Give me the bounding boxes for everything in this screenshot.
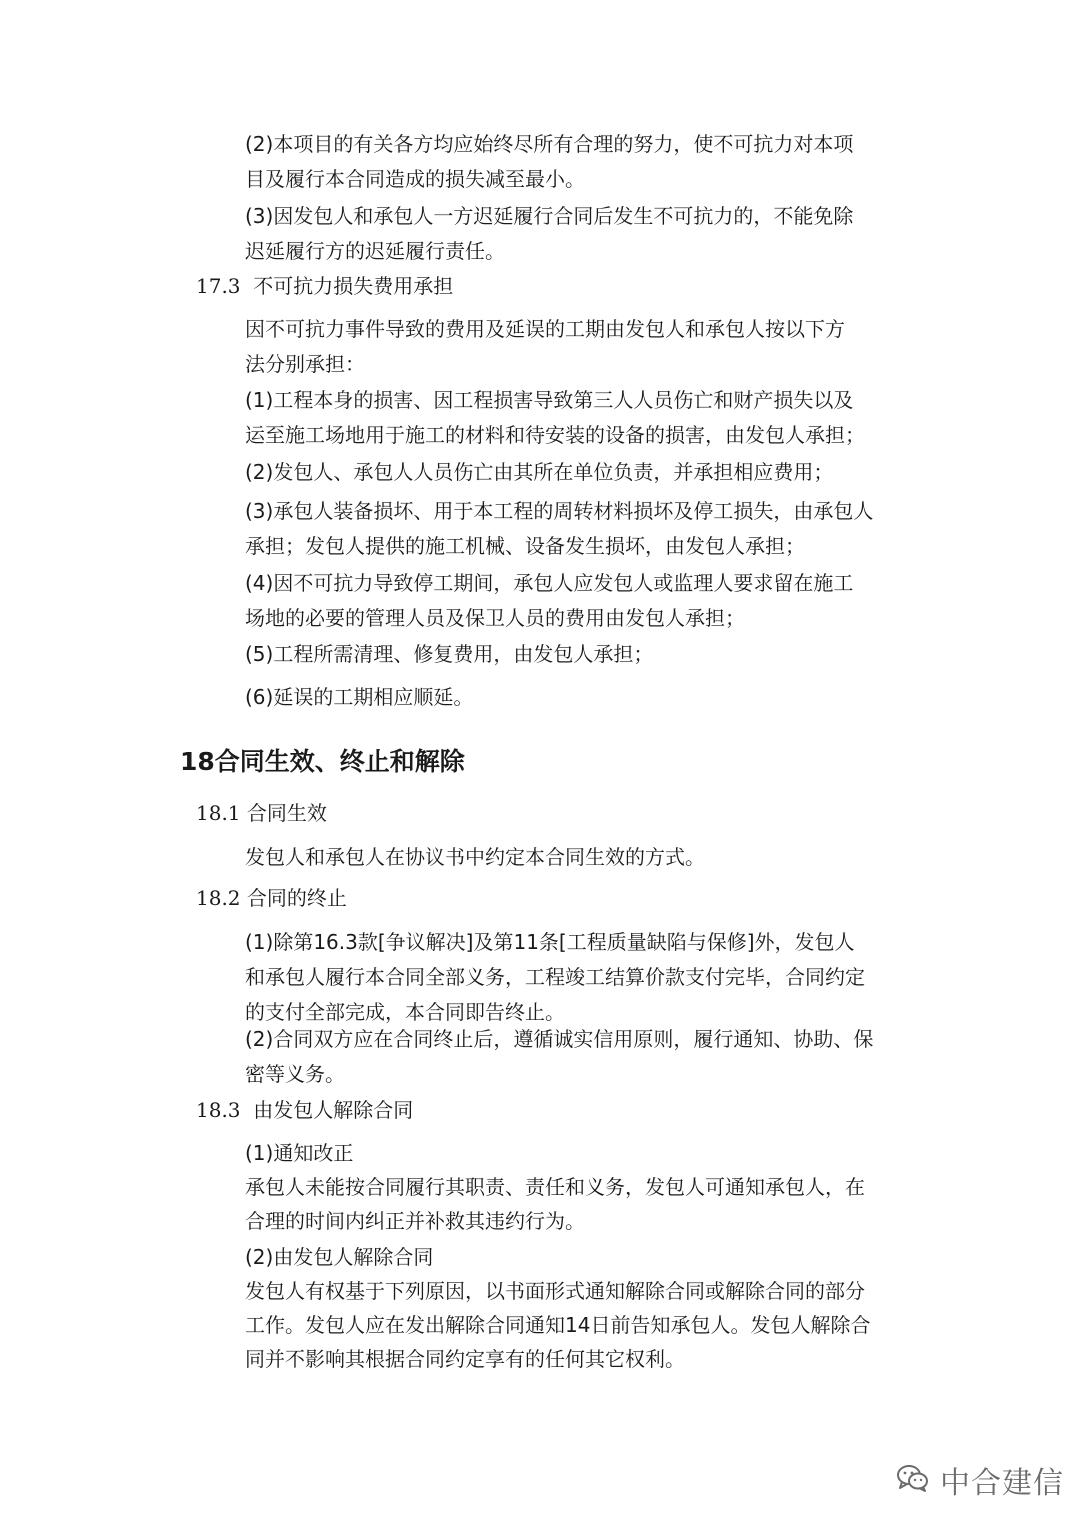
text-line: 工作。发包人应在发出解除合同通知14日前告知承包人。发包人解除合: [245, 1313, 871, 1337]
section-title: 合同的终止: [246, 886, 347, 910]
paragraph-18-3-2: [245, 1240, 925, 1376]
paragraph-17-3-1: [245, 383, 925, 453]
text-line: (1)除第16.3款[争议解决]及第11条[工程质量缺陷与保修]外，发包人: [245, 930, 855, 954]
paragraph-17-2-2: [245, 127, 925, 197]
watermark: [896, 1455, 1064, 1505]
text-line: 运至施工场地用于施工的材料和待安装的设备的损害，由发包人承担；: [245, 423, 865, 447]
paragraph-18-1: [245, 840, 925, 875]
section-title: 由发包人解除合同: [253, 1098, 414, 1122]
section-title: 不可抗力损失费用承担: [253, 274, 454, 298]
text-line: (6)延误的工期相应顺延。: [245, 685, 474, 709]
paragraph-17-3-2: [245, 455, 925, 490]
section-number: 18.1: [196, 801, 241, 825]
text-line: (4)因不可抗力导致停工期间，承包人应发包人或监理人要求留在施工: [245, 571, 854, 595]
text-line: 同并不影响其根据合同约定享有的任何其它权利。: [245, 1347, 685, 1371]
paragraph-17-3-5: [245, 637, 925, 672]
paragraph-18-2-2: [245, 1022, 925, 1092]
section-number: 17.3: [196, 274, 241, 298]
text-line: 场地的必要的管理人员及保卫人员的费用由发包人承担；: [245, 606, 745, 630]
subsection-label: (1)通知改正: [245, 1141, 354, 1165]
text-line: (2)发包人、承包人人员伤亡由其所在单位负责，并承担相应费用；: [245, 460, 834, 484]
section-number: 18.2: [196, 886, 241, 910]
section-17-3-heading: [196, 271, 453, 301]
paragraph-17-3-4: [245, 566, 925, 636]
wechat-icon: [896, 1463, 930, 1497]
text-line: 法分别承担：: [245, 352, 365, 376]
paragraph-18-2-1: [245, 925, 925, 1030]
text-line: (3)承包人装备损坏、用于本工程的周转材料损坏及停工损失，由承包人: [245, 499, 874, 523]
paragraph-17-2-3: [245, 199, 925, 269]
text-line: 承包人未能按合同履行其职责、责任和义务，发包人可通知承包人，在: [245, 1175, 865, 1199]
text-line: 的支付全部完成，本合同即告终止。: [245, 1000, 565, 1024]
text-line: (5)工程所需清理、修复费用，由发包人承担；: [245, 642, 654, 666]
text-line: (1)工程本身的损害、因工程损害导致第三人人员伤亡和财产损失以及: [245, 388, 854, 412]
paragraph-17-3-intro: [245, 312, 925, 382]
text-line: 合理的时间内纠正并补救其违约行为。: [245, 1209, 585, 1233]
text-line: 承担；发包人提供的施工机械、设备发生损坏，由发包人承担；: [245, 534, 805, 558]
watermark-text: 中合建信: [940, 1466, 1064, 1501]
section-18-2-heading: [196, 883, 347, 913]
text-line: 迟延履行方的迟延履行责任。: [245, 239, 505, 263]
text-line: 目及履行本合同造成的损失减至最小。: [245, 167, 585, 191]
section-18-3-heading: [196, 1095, 413, 1125]
text-line: (2)本项目的有关各方均应始终尽所有合理的努力，使不可抗力对本项: [245, 132, 854, 156]
text-line: 和承包人履行本合同全部义务，工程竣工结算价款支付完毕，合同约定: [245, 965, 865, 989]
text-line: 发包人有权基于下列原因，以书面形式通知解除合同或解除合同的部分: [245, 1279, 865, 1303]
section-title: 合同生效: [246, 801, 327, 825]
text-line: (3)因发包人和承包人一方迟延履行合同后发生不可抗力的，不能免除: [245, 204, 854, 228]
text-line: 密等义务。: [245, 1062, 345, 1086]
section-18-1-heading: [196, 798, 327, 828]
paragraph-17-3-6: [245, 680, 925, 715]
text-line: 因不可抗力事件导致的费用及延误的工期由发包人和承包人按以下方: [245, 317, 845, 341]
text-line: (2)合同双方应在合同终止后，遵循诚实信用原则，履行通知、协助、保: [245, 1027, 874, 1051]
chapter-18-heading: 18合同生效、终止和解除: [180, 747, 465, 776]
text-line: 发包人和承包人在协议书中约定本合同生效的方式。: [245, 845, 705, 869]
paragraph-17-3-3: [245, 494, 925, 564]
subsection-label: (2)由发包人解除合同: [245, 1245, 434, 1269]
section-number: 18.3: [196, 1098, 241, 1122]
paragraph-18-3-1: [245, 1136, 925, 1238]
